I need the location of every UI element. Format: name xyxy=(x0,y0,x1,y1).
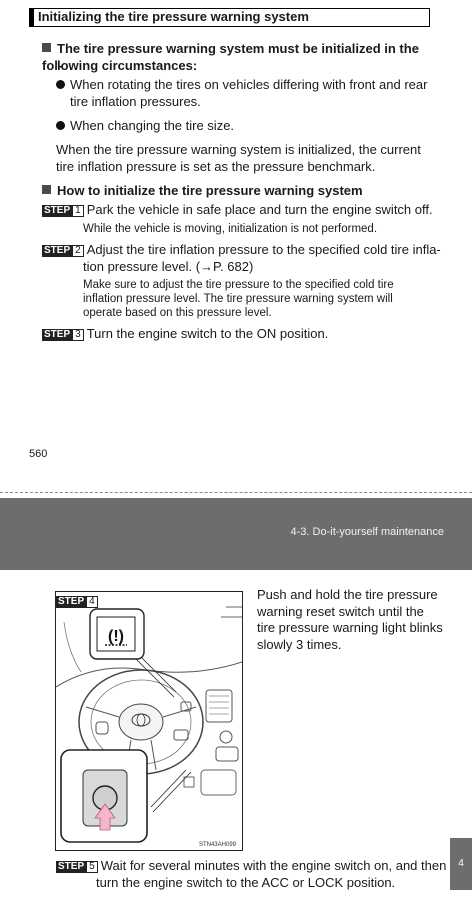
bullet-item: When rotating the tires on vehicles differing with front and rear xyxy=(56,76,427,94)
bullet-item: When changing the tire size. xyxy=(56,117,234,135)
page-divider xyxy=(0,492,472,493)
page-number: 560 xyxy=(29,448,48,460)
chapter-header: 4-3. Do-it-yourself maintenance xyxy=(290,526,444,538)
step-5: STEP 5 Wait for several minutes with the engine switch on, and then xyxy=(58,858,447,873)
step-label: STEP xyxy=(44,329,71,340)
square-bullet-icon xyxy=(42,185,51,194)
step-number: 3 xyxy=(72,329,84,341)
step-2-note: Make sure to adjust the tire pressure to the specified cold tire xyxy=(83,279,394,291)
bullet-dot-icon xyxy=(56,121,65,130)
dashboard-drawing xyxy=(56,592,242,850)
step-2-note: operate based on this pressure level. xyxy=(83,307,272,319)
step-2-note: inflation pressure level. The tire pressure warning system will xyxy=(83,293,393,305)
step-4-text xyxy=(257,587,443,653)
section-title: Initializing the tire pressure warning system xyxy=(29,8,430,27)
heading-circumstances: The tire pressure warning system must be initialized in the fol- xyxy=(42,41,419,73)
step-number: 4 xyxy=(86,596,98,608)
dashboard-illustration xyxy=(55,591,243,851)
step-label: STEP xyxy=(44,245,71,256)
step-4-line: slowly 3 times. xyxy=(257,636,342,652)
heading-how-to: How to initialize the tire pressure warning system xyxy=(42,182,363,199)
square-bullet-icon xyxy=(42,43,51,52)
bullet-dot-icon xyxy=(56,80,65,89)
step-number: 2 xyxy=(72,245,84,257)
step-4-line: Push and hold the tire pressure xyxy=(257,587,438,602)
step-3: STEP 3 Turn the engine switch to the ON position. xyxy=(44,326,329,341)
step-4-line: warning reset switch until the xyxy=(257,603,424,619)
step-number: 5 xyxy=(86,861,98,873)
bullet-item-cont: tire inflation pressures. xyxy=(70,94,201,109)
step-label: STEP xyxy=(58,596,85,607)
step-1: STEP 1 Park the vehicle in safe place and turn the engine switch off. xyxy=(44,202,433,217)
chapter-tab: 4 xyxy=(450,838,472,890)
step-2: STEP 2 Adjust the tire inflation pressure to the specified cold tire infla- xyxy=(44,242,441,257)
step-1-note: While the vehicle is moving, initialization is not performed. xyxy=(83,223,378,235)
step-number: 1 xyxy=(72,205,84,217)
paragraph-line: tire inflation pressure is set as the pressure benchmark. xyxy=(56,159,376,174)
step-2-cont: tion pressure level. (→P. 682) xyxy=(83,259,254,274)
paragraph-line: When the tire pressure warning system is initialized, the current xyxy=(56,142,421,157)
step-5-cont: turn the engine switch to the ACC or LOCK position. xyxy=(96,875,396,890)
step-label: STEP xyxy=(44,205,71,216)
figure-code: STN43AH099 xyxy=(198,842,236,848)
step-label: STEP xyxy=(58,861,85,872)
tire-warning-icon: (!) xyxy=(108,628,124,645)
step-4-line: tire pressure warning light blinks xyxy=(257,620,443,635)
heading-circumstances-cont: lowing circumstances: xyxy=(57,58,198,73)
